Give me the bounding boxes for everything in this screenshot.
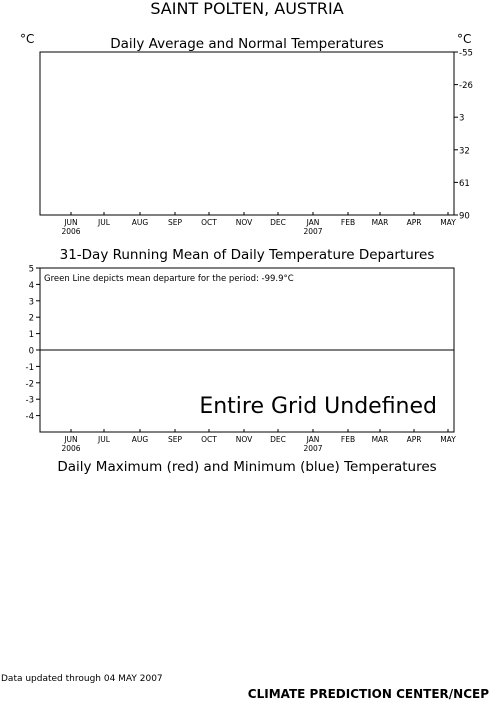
chart1-x-tick-label: JUN [64, 218, 78, 227]
chart2-y-tick-label: 4 [28, 280, 34, 291]
chart2-x-tick-label: NOV [235, 435, 253, 444]
chart2-y-tick-label: -2 [25, 379, 34, 390]
chart2-x-tick-label: JAN [306, 435, 320, 444]
chart2-y-tick-label: -1 [25, 362, 34, 373]
chart2-y-tick-label: 2 [28, 313, 34, 324]
chart1-plot-area [40, 52, 454, 215]
chart2-x-tick-label: AUG [131, 435, 149, 444]
chart1-x-tick-label: JAN [306, 218, 320, 227]
chart1-y-axis [454, 49, 473, 222]
chart1-x-tick-label: JUL [98, 218, 110, 227]
chart2-y-axis [26, 265, 40, 423]
chart1-x-tick-label: AUG [131, 218, 149, 227]
chart2-x-year-label: 2006 [61, 444, 81, 453]
chart2-y-tick-label: -4 [25, 412, 34, 423]
chart1-ylabel-right: °C [457, 32, 472, 46]
chart2-x-tick-label: SEP [167, 435, 183, 444]
chart1-x-axis [61, 212, 456, 236]
chart2-x-tick-label: JUN [64, 435, 78, 444]
chart1-x-tick-label: SEP [167, 218, 183, 227]
footer-credit: CLIMATE PREDICTION CENTER/NCEP [247, 687, 489, 701]
chart2-title: 31-Day Running Mean of Daily Temperature Departures [59, 247, 435, 263]
chart1-x-tick-label: APR [406, 218, 422, 227]
chart3-title: Daily Maximum (red) and Minimum (blue) Temperatures [57, 459, 437, 475]
chart1-y-tick-label: -26 [459, 81, 473, 92]
chart1-x-tick-label: NOV [235, 218, 253, 227]
chart2-x-year-label: 2007 [303, 444, 323, 453]
chart1-y-tick-label: 61 [459, 178, 470, 189]
chart2-x-tick-label: OCT [201, 435, 217, 444]
chart2-y-tick-label: 5 [28, 264, 34, 275]
chart2-x-tick-label: MAY [440, 435, 456, 444]
chart2-y-tick-label: 3 [28, 297, 34, 308]
chart2-x-tick-label: APR [406, 435, 422, 444]
chart2-x-tick-label: JUL [98, 435, 110, 444]
chart1-y-tick-label: 3 [459, 113, 465, 124]
chart1-x-tick-label: MAY [440, 218, 456, 227]
chart2-undefined-message: Entire Grid Undefined [199, 394, 437, 419]
chart2-y-tick-label: 0 [28, 346, 34, 357]
chart2-x-tick-label: DEC [270, 435, 286, 444]
chart1-x-year-label: 2007 [303, 227, 323, 236]
chart2-x-axis [61, 429, 456, 453]
chart2-x-tick-label: FEB [340, 435, 356, 444]
chart1-y-tick-label: 90 [459, 211, 470, 222]
chart1-x-tick-label: MAR [371, 218, 389, 227]
chart2-y-tick-label: -3 [25, 395, 34, 406]
chart1-title: Daily Average and Normal Temperatures [110, 36, 384, 52]
footer-updated: Data updated through 04 MAY 2007 [1, 674, 163, 684]
chart2-annotation: Green Line depicts mean departure for the period: -99.9°C [44, 274, 294, 284]
chart1-ylabel-left: °C [20, 32, 35, 46]
chart2-x-tick-label: MAR [371, 435, 389, 444]
chart1-x-tick-label: OCT [201, 218, 217, 227]
chart1-x-tick-label: FEB [340, 218, 356, 227]
chart1-x-year-label: 2006 [61, 227, 81, 236]
page-title: SAINT POLTEN, AUSTRIA [150, 0, 344, 18]
chart2-y-tick-label: 1 [28, 330, 34, 341]
chart1-x-tick-label: DEC [270, 218, 286, 227]
chart1-y-tick-label: 32 [459, 146, 470, 157]
chart1-y-tick-label: -55 [459, 48, 473, 59]
